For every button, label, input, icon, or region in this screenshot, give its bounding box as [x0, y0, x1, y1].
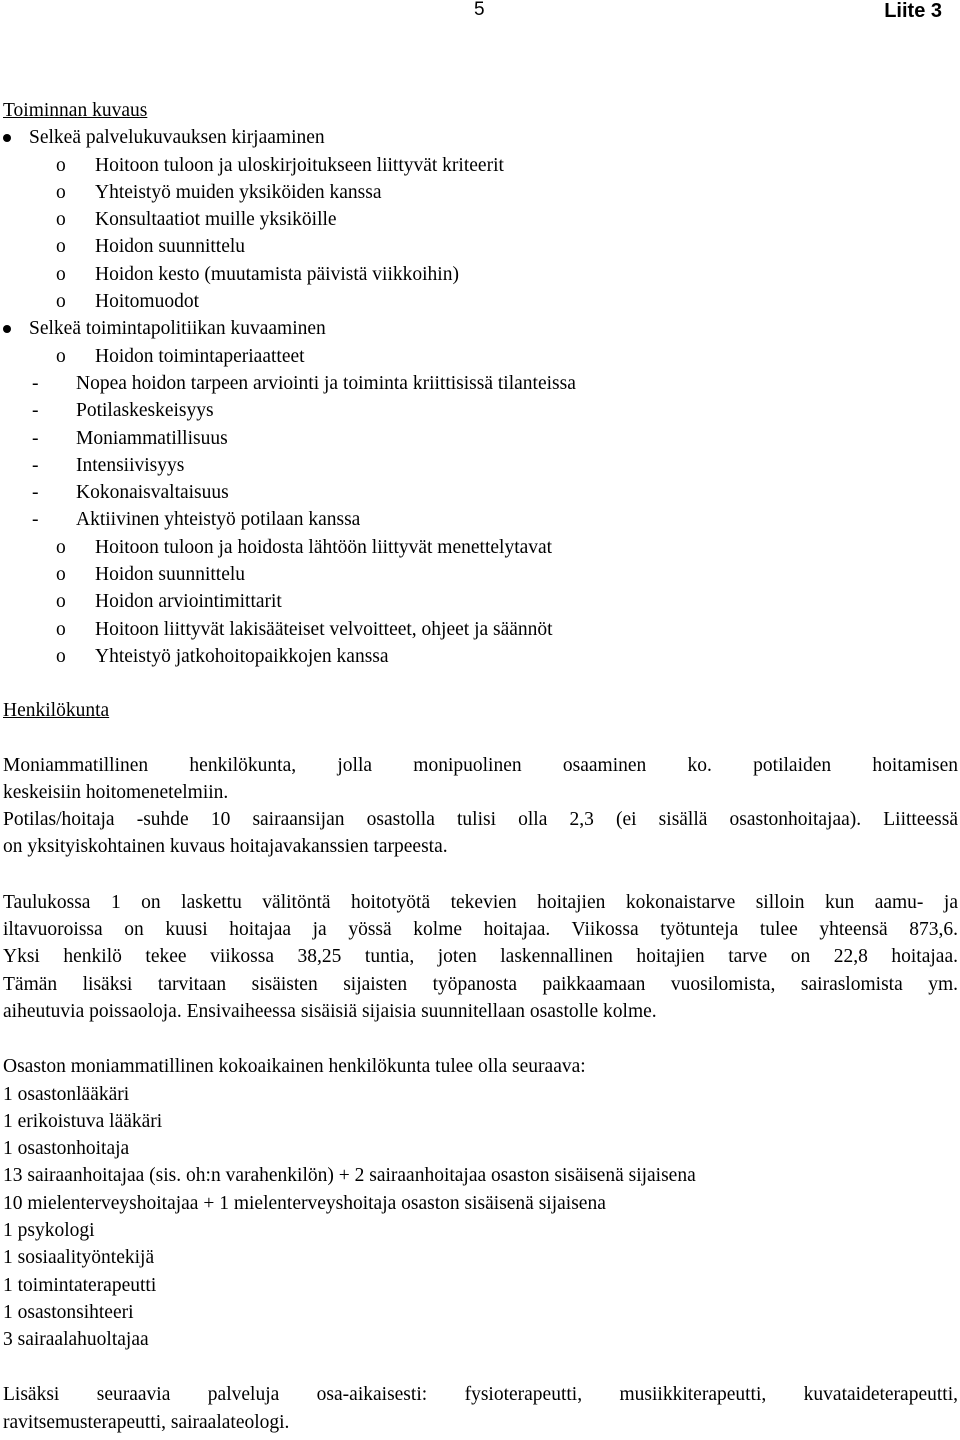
bullet-item — [3, 315, 958, 342]
sub-list-item — [3, 643, 958, 670]
sub-list-item — [3, 206, 958, 233]
list-item-text: Yhteistyö jatkohoitopaikkojen kanssa — [95, 645, 389, 667]
section-title-operations: Toiminnan kuvaus — [3, 100, 148, 121]
list-item-text: Potilaskeskeisyys — [76, 400, 214, 422]
dash-marker-icon: - — [32, 400, 39, 422]
sub-list-item — [3, 288, 958, 315]
bullet-icon — [3, 315, 29, 342]
dash-list-item — [3, 452, 958, 479]
sub-list-item — [3, 343, 958, 370]
circle-marker-icon: o — [56, 564, 66, 586]
roster-intro: Osaston moniammatillinen kokoaikainen henkilökunta tulee olla seuraava: — [3, 1056, 586, 1078]
bullet-text: Selkeä toimintapolitiikan kuvaaminen — [29, 318, 326, 340]
paragraph-line: Yksi henkilö tekee viikossa 38,25 tuntia, joten laskennallinen hoitajien tarve on 22,8 hoitajaa. — [3, 946, 958, 968]
list-item-text: Hoitoon liittyvät lakisääteiset velvoitteet, ohjeet ja säännöt — [95, 618, 553, 640]
list-item-text: Hoidon suunnittelu — [95, 236, 246, 258]
list-item-text: Kokonaisvaltaisuus — [76, 482, 229, 504]
circle-marker-icon: o — [56, 154, 66, 176]
paragraph-line: aiheutuvia poissaoloja. Ensivaiheessa sisäisiä sijaisia suunnitellaan osastolle kolme. — [3, 1000, 657, 1022]
paragraph-line: Moniammatillinen henkilökunta, jolla monipuolinen osaaminen ko. potilaiden hoitamisen — [3, 754, 958, 776]
circle-marker-icon: o — [56, 536, 66, 558]
roster-item: 1 erikoistuva lääkäri — [3, 1110, 163, 1132]
paragraph-line: Lisäksi seuraavia palveluja osa-aikaisesti: fysioterapeutti, musiikkiterapeutti, kuvataideterapeutti, — [3, 1384, 958, 1406]
sub-list-item — [3, 179, 958, 206]
list-item-text: Moniammatillisuus — [76, 427, 228, 449]
roster-item: 1 osastonlääkäri — [3, 1083, 130, 1105]
circle-marker-icon: o — [56, 291, 66, 313]
circle-marker-icon: o — [56, 236, 66, 258]
circle-marker-icon: o — [56, 263, 66, 285]
circle-marker-icon: o — [56, 645, 66, 667]
dash-marker-icon: - — [32, 427, 39, 449]
sub-list-item — [3, 152, 958, 179]
list-item-text: Hoitoon tuloon ja uloskirjoitukseen liittyvät kriteerit — [95, 154, 504, 176]
list-item-text: Konsultaatiot muille yksiköille — [95, 209, 337, 231]
list-item-text: Hoitomuodot — [95, 291, 200, 313]
dash-marker-icon: - — [32, 509, 39, 531]
sub-list-item — [3, 561, 958, 588]
dash-list-item — [3, 397, 958, 424]
list-item-text: Hoitoon tuloon ja hoidosta lähtöön liittyvät menettelytavat — [95, 536, 553, 558]
section-title-staff: Henkilökunta — [3, 700, 110, 722]
sub-list-item — [3, 261, 958, 288]
paragraph-line: iltavuoroissa on kuusi hoitajaa ja yössä kolme hoitajaa. Viikossa työtunteja tulee yhteensä 873,6. — [3, 919, 958, 941]
roster-item: 1 sosiaalityöntekijä — [3, 1247, 155, 1269]
sub-list-item — [3, 534, 958, 561]
roster-item: 1 osastonsihteeri — [3, 1301, 134, 1323]
list-item-text: Yhteistyö muiden yksiköiden kanssa — [95, 181, 382, 203]
dash-list-item — [3, 425, 958, 452]
circle-marker-icon: o — [56, 181, 66, 203]
list-item-text: Nopea hoidon tarpeen arviointi ja toiminta kriittisissä tilanteissa — [76, 372, 576, 394]
dash-list-item — [3, 479, 958, 506]
list-item-text: Hoidon arviointimittarit — [95, 591, 282, 613]
roster-item: 13 sairaanhoitajaa (sis. oh:n varahenkilön) + 2 sairaanhoitajaa osaston sisäisenä sijaisena — [3, 1165, 696, 1187]
circle-marker-icon: o — [56, 209, 66, 231]
page-number: 5 — [474, 0, 485, 20]
dash-list-item — [3, 506, 958, 533]
list-item-text: Intensiivisyys — [76, 454, 185, 476]
paragraph-line: on yksityiskohtainen kuvaus hoitajavakanssien tarpeesta. — [3, 836, 448, 858]
paragraph-line: Taulukossa 1 on laskettu välitöntä hoitotyötä tekevien hoitajien kokonaistarve silloin kun aamu- ja — [3, 891, 958, 913]
appendix-label: Liite 3 — [884, 0, 942, 22]
document-body — [3, 97, 958, 1436]
list-item-text: Hoidon toimintaperiaatteet — [95, 345, 305, 367]
bullet-icon — [3, 124, 29, 151]
dash-marker-icon: - — [32, 454, 39, 476]
sub-list-item — [3, 588, 958, 615]
list-item-text: Hoidon suunnittelu — [95, 564, 246, 586]
circle-marker-icon: o — [56, 591, 66, 613]
circle-marker-icon: o — [56, 345, 66, 367]
paragraph-line: Tämän lisäksi tarvitaan sisäisten sijaisten työpanosta paikkaamaan vuosilomista, sairaslomista ym. — [3, 973, 958, 995]
paragraph-line: keskeisiin hoitomenetelmiin. — [3, 781, 229, 803]
circle-marker-icon: o — [56, 618, 66, 640]
sub-list-item — [3, 233, 958, 260]
bullet-text: Selkeä palvelukuvauksen kirjaaminen — [29, 127, 325, 149]
dash-list-item — [3, 370, 958, 397]
dash-marker-icon: - — [32, 482, 39, 504]
paragraph-line: Potilas/hoitaja -suhde 10 sairaansijan osastolla tulisi olla 2,3 (ei sisällä osastonhoitajaa). Liitteessä — [3, 809, 958, 831]
roster-item: 1 osastonhoitaja — [3, 1138, 130, 1160]
roster-item: 10 mielenterveyshoitajaa + 1 mielenterveyshoitaja osaston sisäisenä sijaisena — [3, 1192, 606, 1214]
dash-marker-icon: - — [32, 372, 39, 394]
roster-item: 1 toimintaterapeutti — [3, 1274, 157, 1296]
list-item-text: Aktiivinen yhteistyö potilaan kanssa — [76, 509, 361, 531]
list-item-text: Hoidon kesto (muutamista päivistä viikkoihin) — [95, 263, 459, 285]
roster-item: 1 psykologi — [3, 1219, 95, 1241]
bullet-item — [3, 124, 958, 151]
sub-list-item — [3, 616, 958, 643]
paragraph-line: ravitsemusterapeutti, sairaalateologi. — [3, 1411, 290, 1433]
roster-item: 3 sairaalahuoltajaa — [3, 1329, 149, 1351]
